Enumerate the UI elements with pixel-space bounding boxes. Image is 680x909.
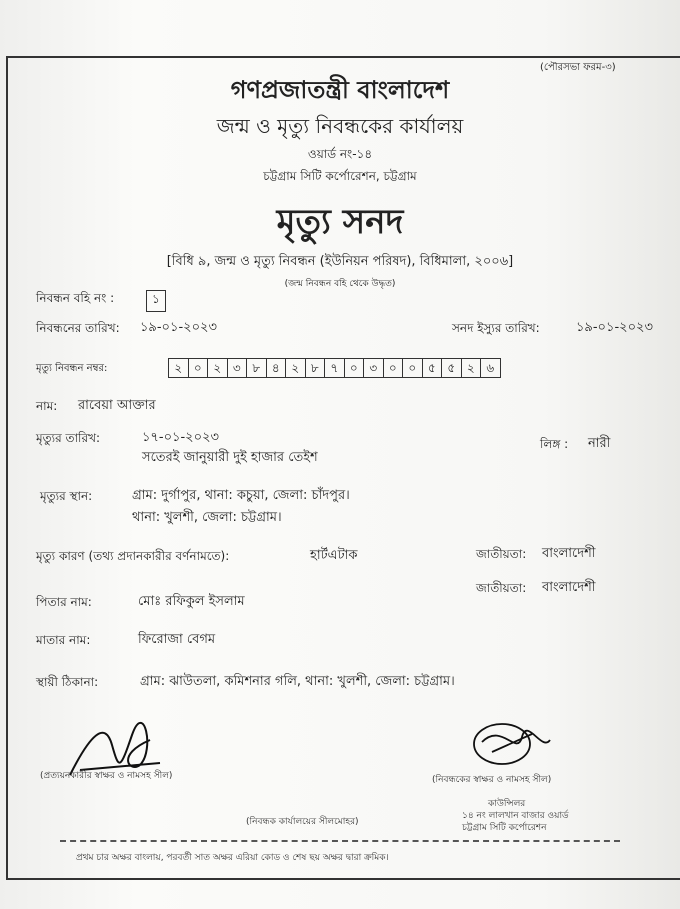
gender-value: নারী [588, 436, 611, 451]
death-reg-no-digit: ৮ [247, 359, 267, 377]
footer-divider [60, 840, 620, 842]
name-label: নাম: [36, 399, 58, 413]
death-reg-no-digit: ৩ [228, 359, 248, 377]
country-heading: গণপ্রজাতন্ত্রী বাংলাদেশ [230, 76, 450, 104]
address-value: গ্রাম: ঝাউতলা, কমিশনার গলি, থানা: খুলশী, জেলা: চট্টগ্রাম। [140, 674, 455, 689]
seal-caption: (নিবন্ধক কার্যালয়ের সীলমোহর) [246, 817, 359, 827]
death-reg-no-digit: ০ [384, 359, 404, 377]
issue-date-label: সনদ ইস্যুর তারিখ: [452, 321, 540, 335]
death-reg-no-digit: ৭ [325, 359, 345, 377]
father-label: পিতার নাম: [36, 595, 92, 609]
death-reg-no-digit: ৫ [423, 359, 443, 377]
corporation-heading: চট্টগ্রাম সিটি কর্পোরেশন, চট্টগ্রাম [263, 169, 417, 183]
book-no-value: ১ [146, 290, 166, 312]
ward-heading: ওয়ার্ড নং-১৪ [307, 147, 373, 161]
footer-note: প্রথম চার অক্ষর বাংলায়, পরবর্তী সাত অক্ষর এরিয়া কোড ও শেষ ছয় অক্ষর দ্বারা ক্রমিক। [76, 853, 389, 863]
nationality-label-1: জাতীয়তা: [476, 547, 527, 561]
death-reg-no-digit: ০ [345, 359, 365, 377]
death-reg-no-label: মৃত্যু নিবন্ধন নম্বর: [36, 363, 108, 374]
death-reg-no-digit: ৫ [442, 359, 462, 377]
death-date-words: সতেরই জানুয়ারী দুই হাজার তেইশ [142, 450, 318, 465]
form-code: (পৌরসভা ফরম-৩) [540, 62, 616, 73]
death-reg-no-digit: ৬ [486, 361, 495, 375]
place-line-1: গ্রাম: দুর্গাপুর, থানা: কচুয়া, জেলা: চাঁদপুর। [132, 488, 350, 503]
right-ward: ১৪ নং লালখান বাজার ওয়ার্ড [462, 811, 569, 821]
right-office: কাউন্সিলর [488, 799, 526, 809]
issue-date-value: ১৯-০১-২০২৩ [576, 320, 653, 335]
name-value: রাবেয়া আক্তার [78, 398, 156, 413]
nationality-value-1: বাংলাদেশী [542, 546, 596, 561]
place-label: মৃত্যুর স্থান: [40, 489, 93, 503]
death-reg-no-digit: ০ [403, 359, 423, 377]
right-sig-caption: (নিবন্ধকের স্বাক্ষর ও নামসহ সীল) [432, 775, 552, 785]
death-reg-no-digit: ২ [169, 359, 189, 377]
death-date-value: ১৭-০১-২০২৩ [142, 430, 219, 445]
book-no-label: নিবন্ধন বহি নং : [36, 291, 115, 305]
book-no-box [146, 288, 166, 312]
address-label: স্থায়ী ঠিকানা: [36, 675, 99, 689]
death-reg-no-digit: ২ [286, 359, 306, 377]
death-reg-no-digit: ২ [462, 359, 482, 377]
reg-date-value: ১৯-০১-২০২৩ [140, 320, 217, 335]
death-reg-no-digit: ৮ [306, 359, 326, 377]
death-date-label: মৃত্যুর তারিখ: [36, 431, 101, 445]
gender-label: লিঙ্গ : [540, 437, 569, 451]
nationality-label-2: জাতীয়তা: [476, 581, 527, 595]
cause-label: মৃত্যু কারণ (তথ্য প্রদানকারীর বর্ণনামতে): [36, 549, 230, 563]
office-heading: জন্ম ও মৃত্যু নিবন্ধকের কার্যালয় [216, 114, 464, 138]
mother-label: মাতার নাম: [36, 633, 91, 647]
death-reg-no-digit: ৪ [267, 359, 287, 377]
death-reg-no-digit: ৩ [364, 359, 384, 377]
nationality-value-2: বাংলাদেশী [542, 580, 596, 595]
rule-note: (জন্ম নিবন্ধন বহি থেকে উদ্ধৃত) [284, 279, 396, 289]
mother-value: ফিরোজা বেগম [138, 632, 216, 647]
death-reg-no-digit: ২ [208, 359, 228, 377]
death-reg-no-boxes [168, 358, 501, 378]
death-reg-no-digit: ০ [189, 359, 209, 377]
right-corporation: চট্টগ্রাম সিটি কর্পোরেশন [462, 823, 547, 833]
place-line-2: থানা: খুলশী, জেলা: চট্টগ্রাম। [132, 510, 282, 525]
reg-date-label: নিবন্ধনের তারিখ: [36, 321, 120, 335]
left-sig-caption: (প্রত্যয়নকারীর স্বাক্ষর ও নামসহ সীল) [40, 771, 173, 781]
rule-reference: [বিধি ৯, জন্ম ও মৃত্যু নিবন্ধন (ইউনিয়ন পরিষদ), বিধিমালা, ২০০৬] [166, 254, 514, 269]
cause-value: হার্টএটাক [310, 548, 358, 563]
certificate-title: মৃত্যু সনদ [276, 202, 404, 242]
father-value: মোঃ রফিকুল ইসলাম [138, 594, 245, 609]
